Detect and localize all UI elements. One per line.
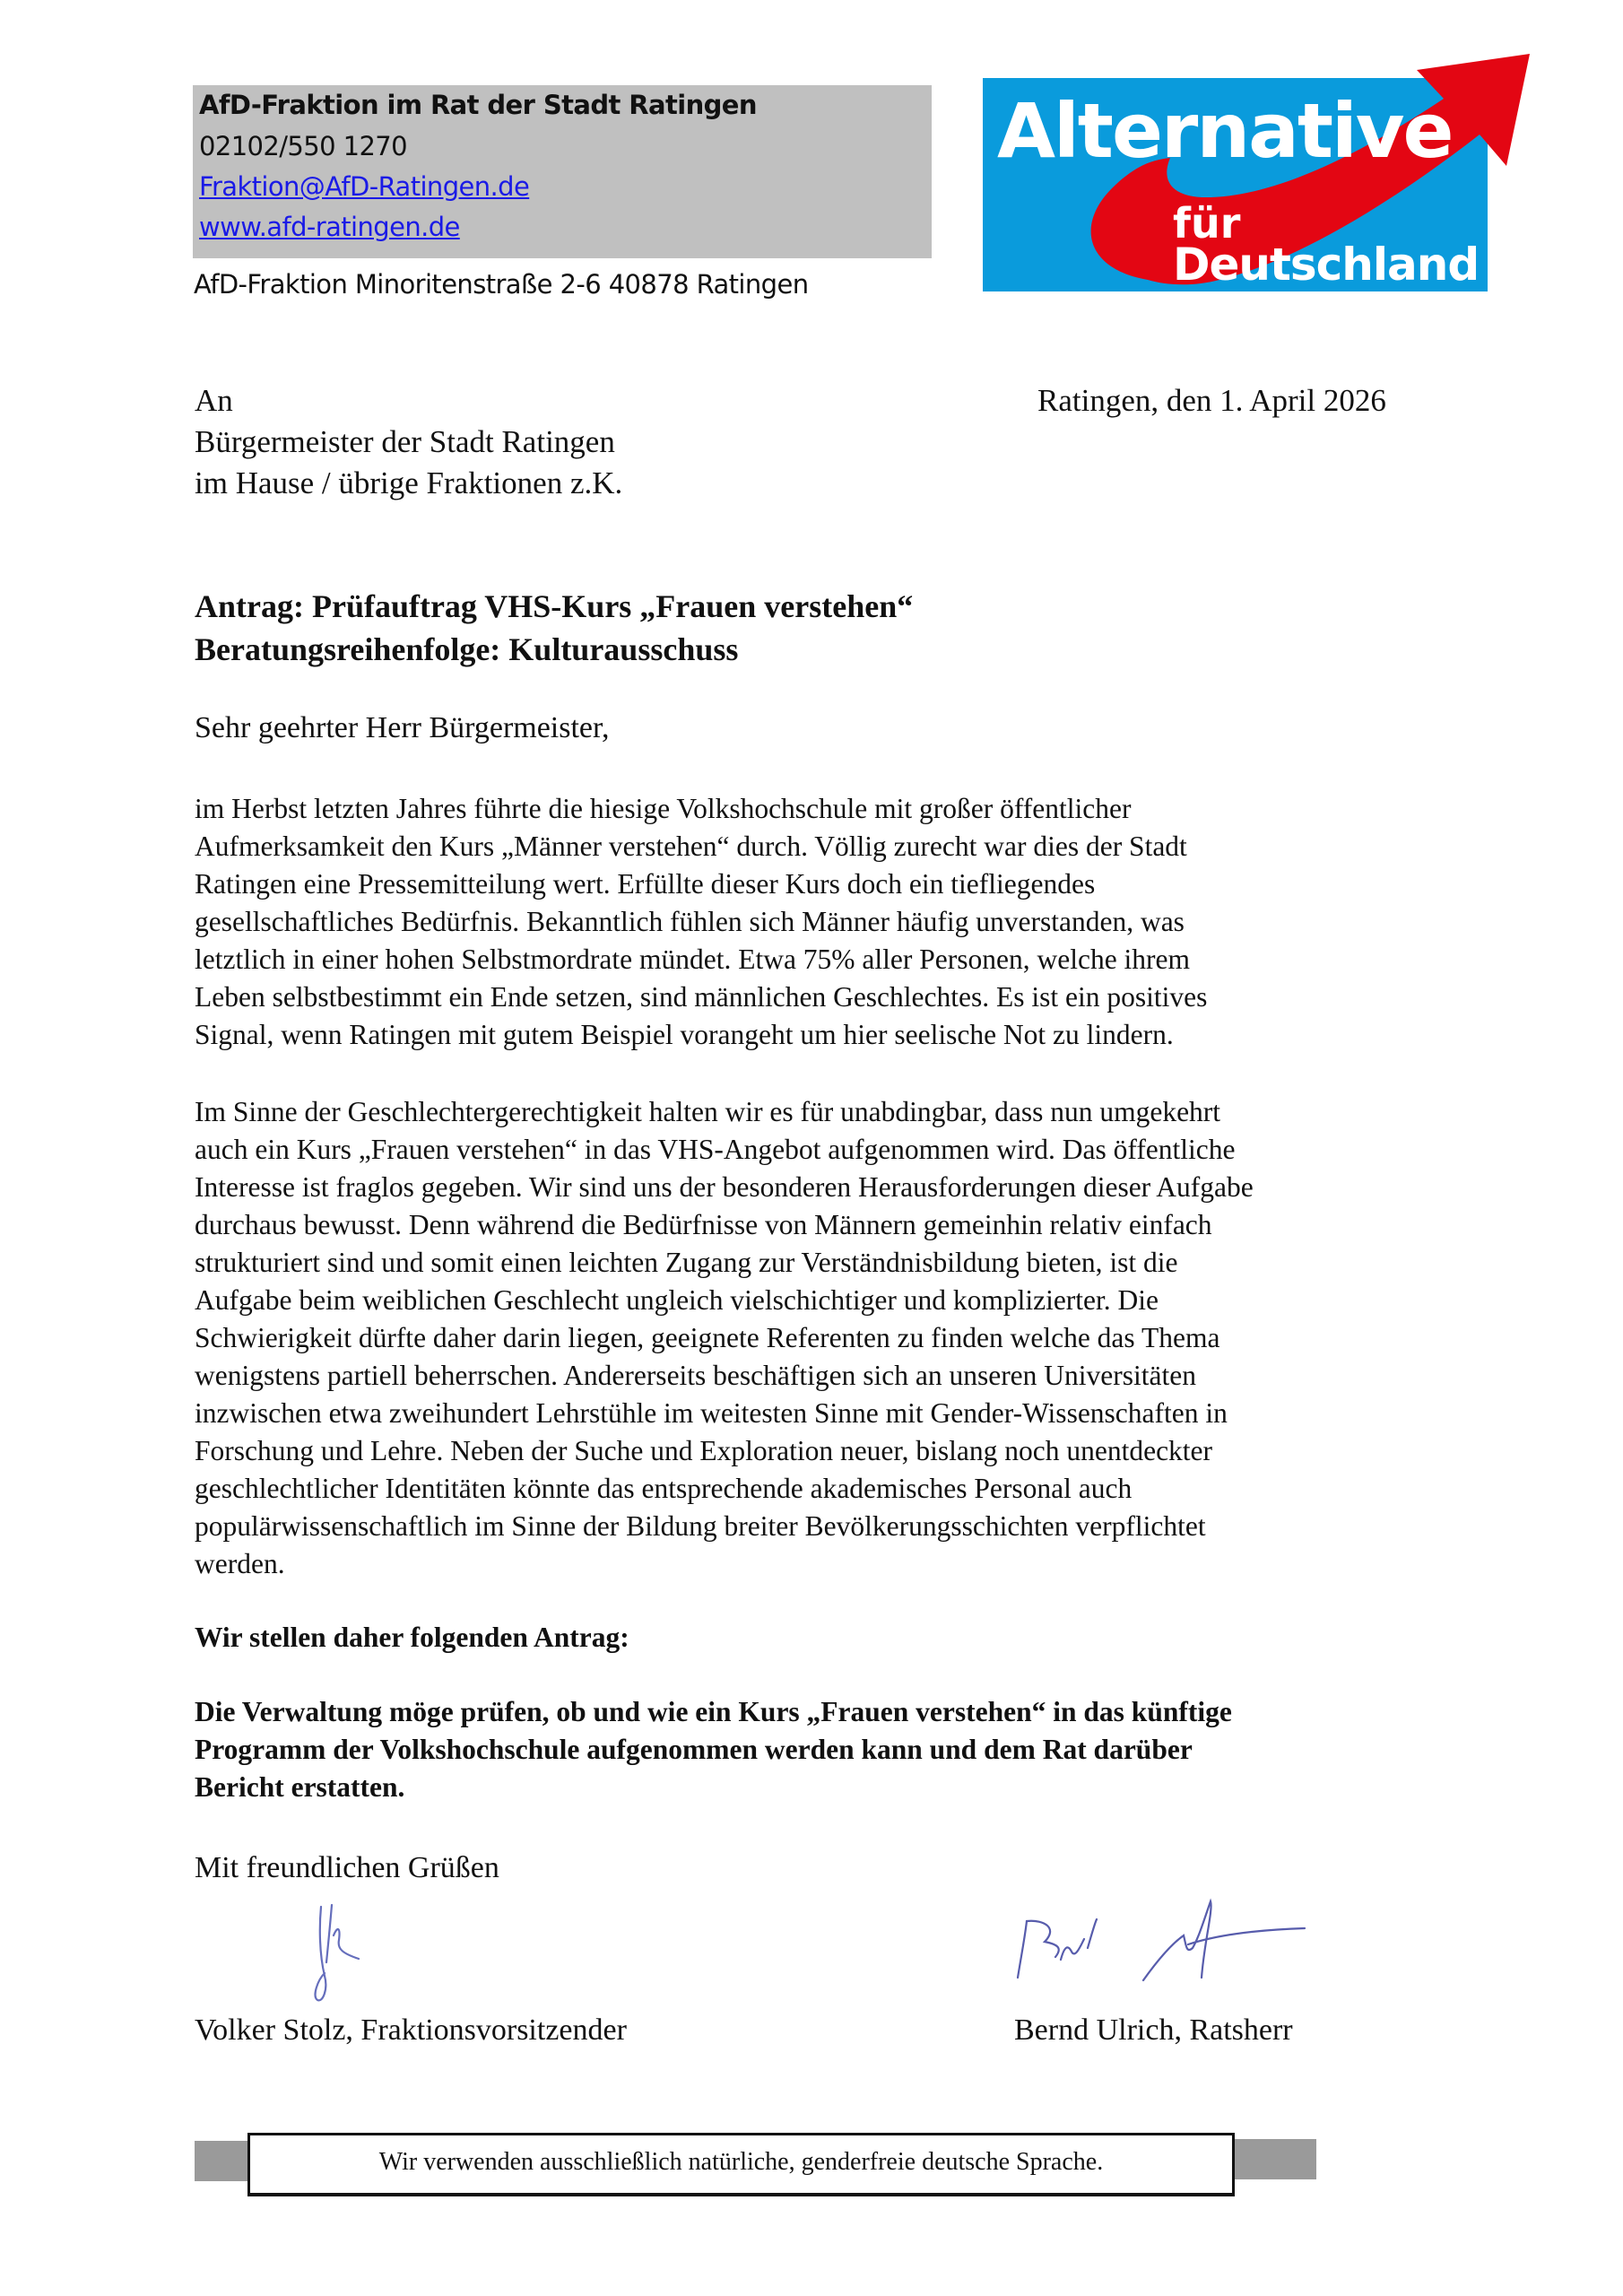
motion-text	[195, 1693, 1468, 1806]
return-address: AfD-Fraktion Minoritenstraße 2-6 40878 Ratingen	[194, 269, 809, 300]
text-line: Interesse ist fraglos gegeben. Wir sind uns der besonderen Herausforderungen dieser Aufgabe	[195, 1171, 1254, 1203]
signature-volker-stolz-icon	[305, 1900, 412, 2007]
body-paragraph-2	[195, 1093, 1468, 1583]
recipient-line: im Hause / übrige Fraktionen z.K.	[195, 465, 623, 500]
svg-text:für: für	[1173, 199, 1241, 248]
text-line: durchaus bewusst. Denn während die Bedürfnisse von Männern gemeinhin relativ einfach	[195, 1209, 1212, 1240]
letter-date: Ratingen, den 1. April 2026	[1037, 383, 1386, 418]
svg-text:Alternative: Alternative	[997, 87, 1453, 175]
closing-phrase: Mit freundlichen Grüßen	[195, 1851, 499, 1884]
signatory-name: Volker Stolz, Fraktionsvorsitzender	[195, 2013, 627, 2047]
text-line: populärwissenschaftlich im Sinne der Bildung breiter Bevölkerungsschichten verpflichtet	[195, 1510, 1206, 1542]
recipient-address	[195, 380, 622, 504]
committee-line: Beratungsreihenfolge: Kulturausschuss	[195, 631, 739, 667]
text-line: Ratingen eine Pressemitteilung wert. Erfüllte dieser Kurs doch ein tiefliegendes	[195, 868, 1096, 900]
text-line: Aufmerksamkeit den Kurs „Männer verstehen“ durch. Völlig zurecht war dies der Stadt	[195, 831, 1187, 862]
website-link[interactable]: www.afd-ratingen.de	[199, 212, 460, 242]
text-line: letztlich in einer hohen Selbstmordrate mündet. Etwa 75% aller Personen, welche ihrem	[195, 944, 1191, 975]
text-line: Aufgabe beim weiblichen Geschlecht ungleich vielschichtiger und komplizierter. Die	[195, 1284, 1159, 1316]
body-paragraph-1	[195, 790, 1468, 1054]
text-line: Schwierigkeit dürfte daher darin liegen, geeignete Referenten zu finden welche das Thema	[195, 1322, 1220, 1353]
text-line: Die Verwaltung möge prüfen, ob und wie ein Kurs „Frauen verstehen“ in das künftige	[195, 1696, 1232, 1727]
organization-name: AfD-Fraktion im Rat der Stadt Ratingen	[199, 90, 757, 120]
footer-bar-left	[195, 2141, 250, 2181]
svg-text:Deutschland: Deutschland	[1173, 239, 1480, 291]
phone-number: 02102/550 1270	[199, 131, 407, 161]
footer-box	[247, 2133, 1235, 2196]
text-line: auch ein Kurs „Frauen verstehen“ in das VHS-Angebot aufgenommen wird. Das öffentliche	[195, 1134, 1236, 1165]
text-line: Im Sinne der Geschlechtergerechtigkeit halten wir es für unabdingbar, dass nun umgekehrt	[195, 1096, 1221, 1127]
subject-heading	[195, 585, 913, 671]
motion-intro: Wir stellen daher folgenden Antrag:	[195, 1622, 629, 1653]
text-line: inzwischen etwa zweihundert Lehrstühle im weitesten Sinne mit Gender-Wissenschaften in	[195, 1397, 1228, 1429]
subject-line: Antrag: Prüfauftrag VHS-Kurs „Frauen verstehen“	[195, 588, 914, 624]
text-line: Programm der Volkshochschule aufgenommen werden kann und dem Rat darüber	[195, 1734, 1193, 1765]
footer-bar-right	[1230, 2139, 1316, 2179]
text-line: Signal, wenn Ratingen mit gutem Beispiel vorangeht um hier seelische Not zu lindern.	[195, 1019, 1174, 1050]
party-logo	[977, 45, 1542, 305]
footer-note: Wir verwenden ausschließlich natürliche, genderfreie deutsche Sprache.	[378, 2148, 1104, 2176]
text-line: werden.	[195, 1548, 285, 1579]
text-line: geschlechtlicher Identitäten könnte das entsprechende akademisches Personal auch	[195, 1473, 1133, 1504]
text-line: wenigstens partiell beherrschen. Andererseits beschäftigen sich an unseren Universitäten	[195, 1360, 1196, 1391]
text-line: im Herbst letzten Jahres führte die hiesige Volkshochschule mit großer öffentlicher	[195, 793, 1132, 824]
signatory-name: Bernd Ulrich, Ratsherr	[1014, 2013, 1293, 2047]
text-line: Forschung und Lehre. Neben der Suche und Exploration neuer, bislang noch unentdeckter	[195, 1435, 1213, 1466]
text-line: Bericht erstatten.	[195, 1771, 405, 1803]
text-line: strukturiert sind und somit einen leichten Zugang zur Verständnisbildung bieten, ist die	[195, 1247, 1178, 1278]
salutation: Sehr geehrter Herr Bürgermeister,	[195, 711, 610, 744]
recipient-line: Bürgermeister der Stadt Ratingen	[195, 424, 615, 459]
signature-bernd-ulrich-icon	[1009, 1892, 1341, 1991]
email-link[interactable]: Fraktion@AfD-Ratingen.de	[199, 171, 530, 202]
text-line: Leben selbstbestimmt ein Ende setzen, sind männlichen Geschlechtes. Es ist ein positives	[195, 981, 1208, 1013]
recipient-line: An	[195, 383, 233, 418]
text-line: gesellschaftliches Bedürfnis. Bekanntlich fühlen sich Männer häufig unverstanden, was	[195, 906, 1185, 937]
logo-graphic-icon	[977, 45, 1542, 305]
